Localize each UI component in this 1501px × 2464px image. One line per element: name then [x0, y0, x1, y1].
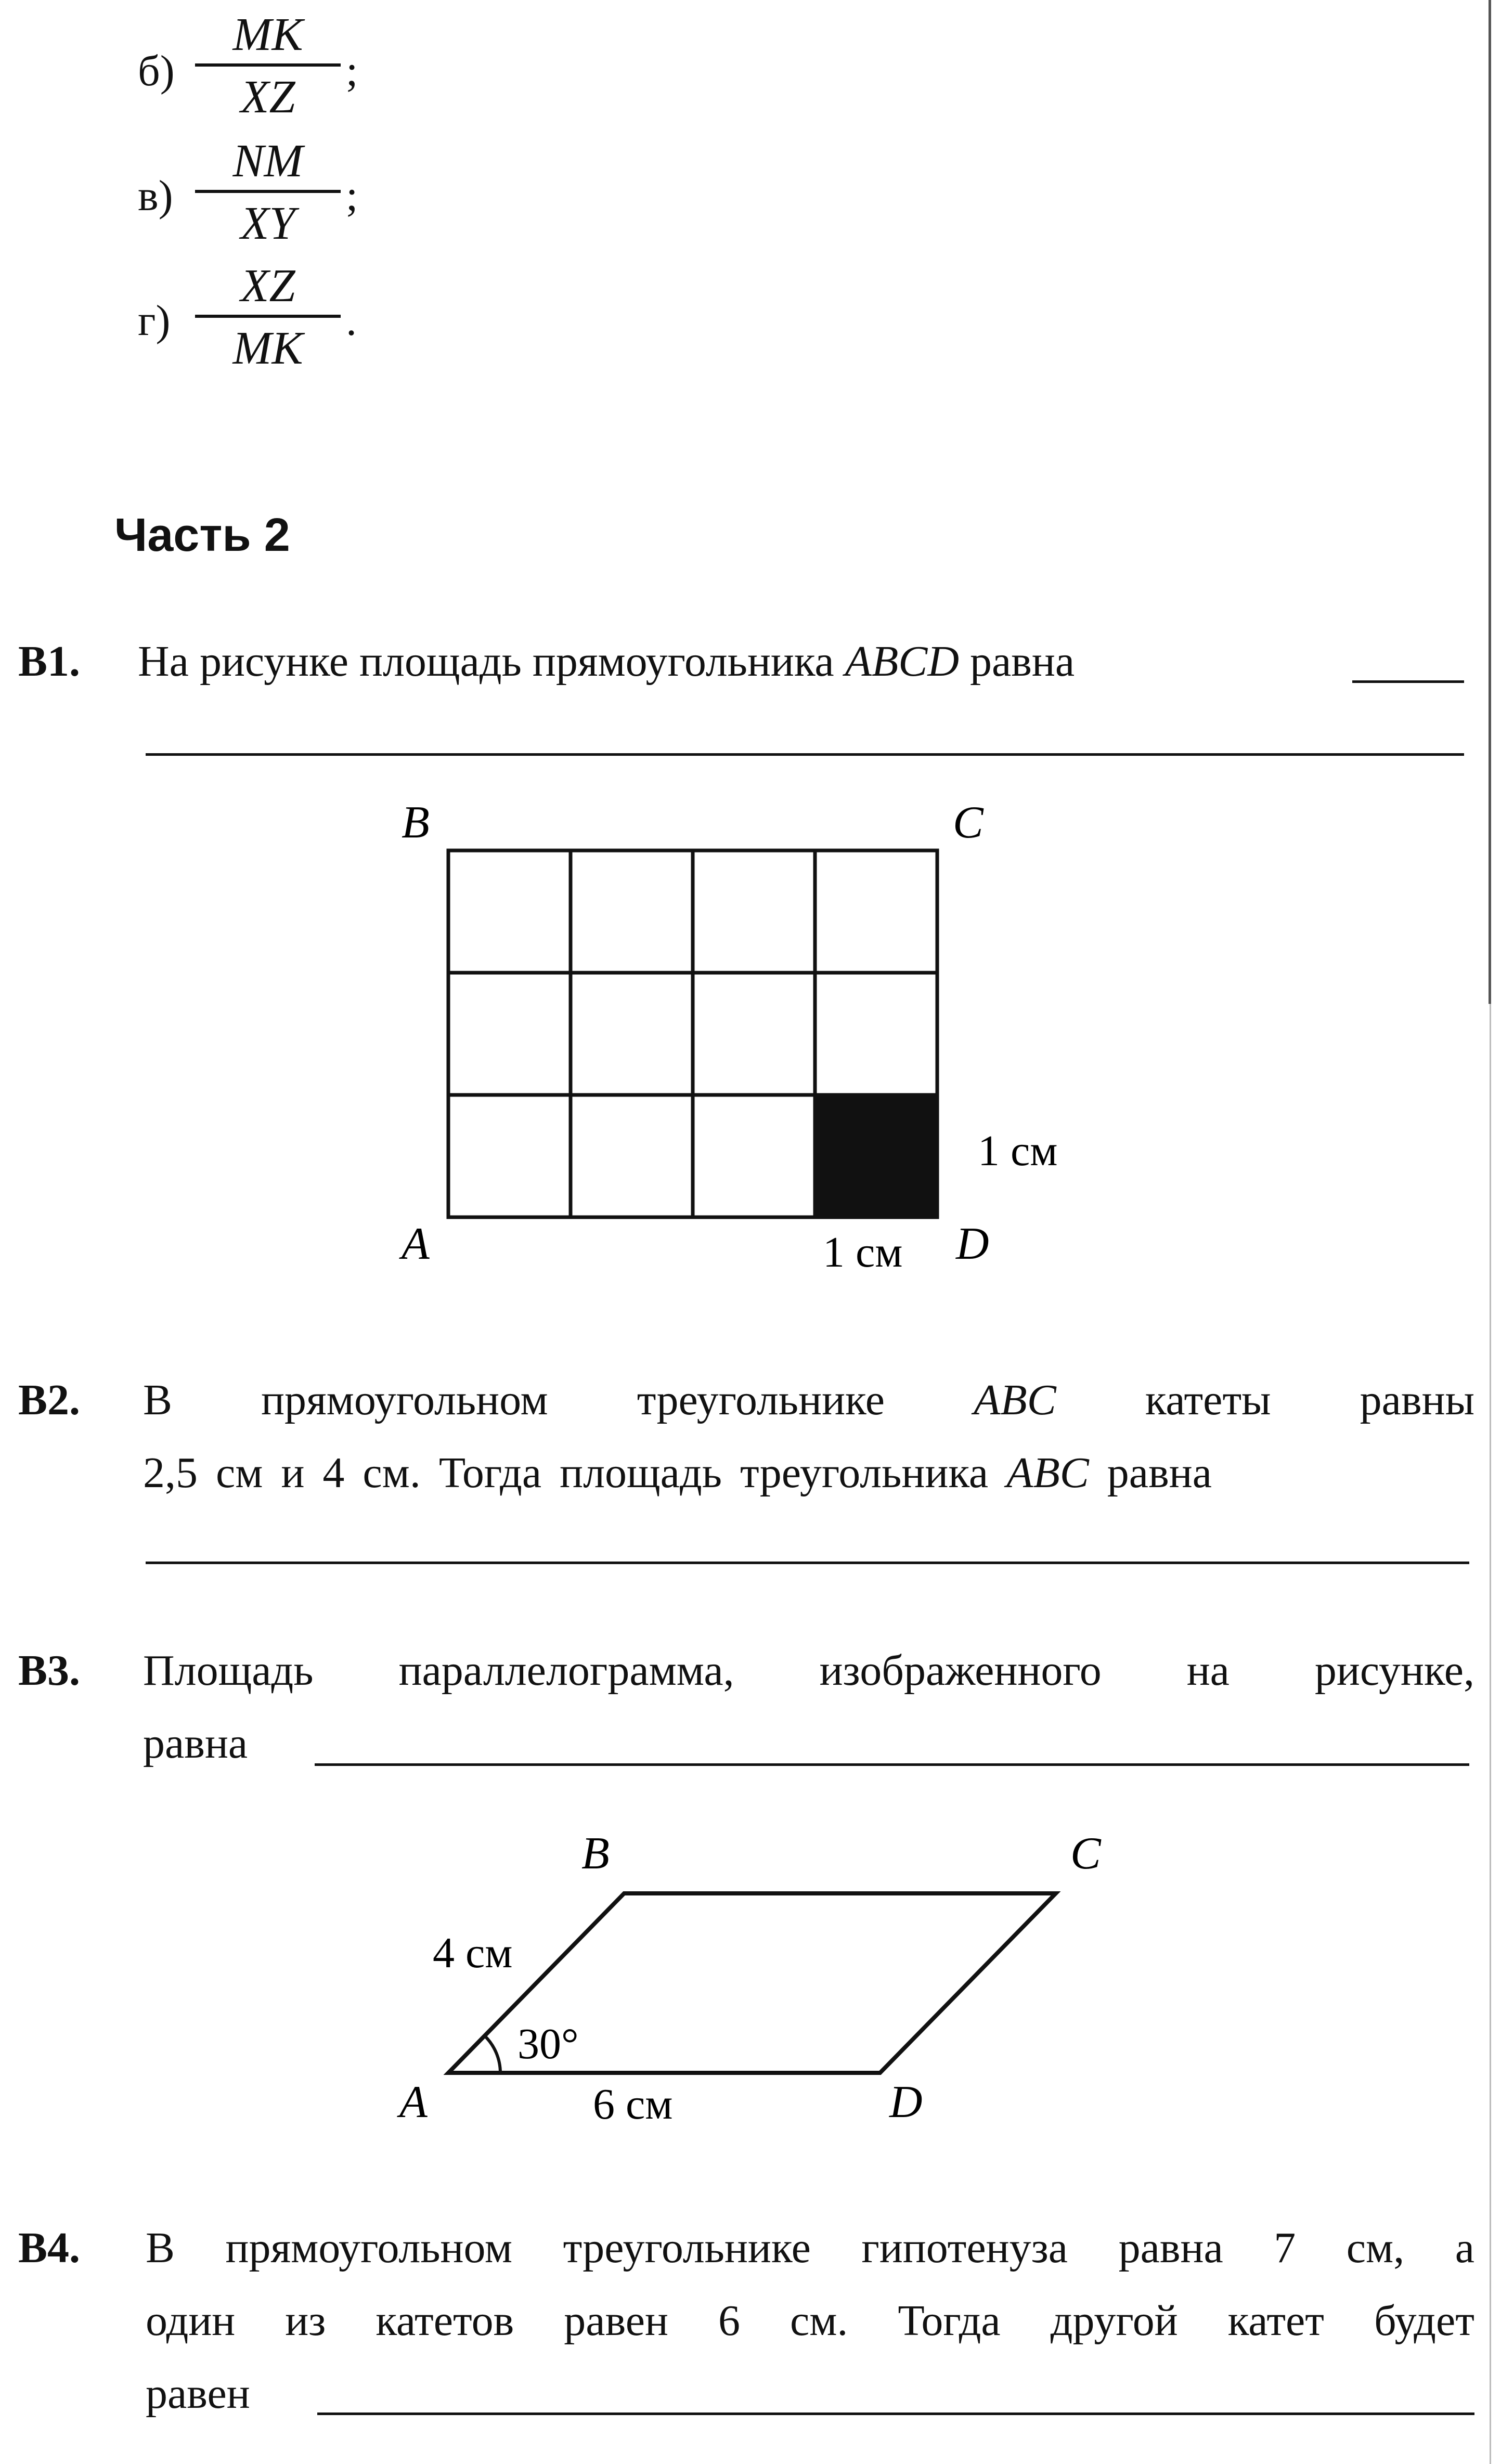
- task-text-part: равна: [1089, 1449, 1212, 1497]
- side-length-label-ab: 4 см: [433, 1929, 513, 1977]
- vertex-label-d: D: [889, 2077, 923, 2127]
- task-text-b4-line2: один из катетов равен 6 см. Тогда другой катет будет: [146, 2297, 1474, 2345]
- page-margin-line: [1489, 0, 1491, 1004]
- task-word: треугольнике: [637, 1376, 885, 1424]
- section-title: Часть 2: [114, 509, 290, 561]
- task-text-part: На рисунке площадь прямоугольника: [138, 637, 845, 686]
- task-word: В: [143, 1376, 173, 1424]
- task-text-b4-line1: В прямоугольном треугольнике гипотенуза равна 7 см, а: [146, 2224, 1474, 2272]
- parallelogram-figure: [364, 1810, 1144, 2153]
- unit-square: [815, 1095, 937, 1217]
- answer-line-b1-short: [1352, 680, 1464, 683]
- task-text-part: 2,5 см и 4 см. Тогда площадь треугольника: [143, 1449, 1007, 1497]
- rectangle-grid-figure: [364, 791, 1118, 1300]
- page-margin-line-lower: [1490, 1004, 1491, 2464]
- answer-line-b4: [317, 2413, 1474, 2415]
- answer-line-b2: [146, 1562, 1469, 1564]
- task-label-b2: В2.: [18, 1376, 81, 1424]
- task-text-b4-line3: равен: [146, 2369, 250, 2418]
- task-variable: ABC: [1006, 1449, 1089, 1497]
- fraction-bar: [195, 63, 341, 67]
- option-punct: .: [346, 296, 357, 345]
- answer-line-b3: [315, 1763, 1469, 1766]
- fraction-bar: [195, 190, 341, 193]
- task-variable: ABC: [974, 1376, 1056, 1424]
- task-word: равны: [1360, 1376, 1475, 1424]
- task-text-b2-line2: [143, 1451, 1212, 1495]
- denominator: XZ: [240, 71, 295, 123]
- side-length-label-ad: 6 см: [593, 2080, 673, 2128]
- vertex-label-d: D: [956, 1219, 989, 1269]
- task-text-part: равна: [959, 637, 1075, 686]
- option-marker: в): [138, 172, 173, 220]
- task-text-b2-line1: [143, 1378, 1474, 1422]
- option-marker: б): [138, 47, 175, 95]
- angle-arc: [485, 2036, 500, 2073]
- angle-label: 30°: [517, 2020, 579, 2068]
- denominator: MK: [232, 322, 303, 374]
- task-label-b1: В1.: [18, 637, 81, 686]
- task-word: прямоугольном: [261, 1376, 548, 1424]
- vertex-label-c: C: [1070, 1828, 1101, 1879]
- task-label-b3: В3.: [18, 1646, 81, 1695]
- denominator: XY: [240, 198, 295, 249]
- numerator: NM: [232, 135, 303, 187]
- option-punct: ;: [346, 47, 358, 95]
- side-length-label: 1 см: [978, 1127, 1058, 1175]
- numerator: MK: [232, 9, 303, 60]
- task-text-b3-line1: Площадь параллелограмма, изображенного на рисунке,: [143, 1646, 1474, 1695]
- task-variable: ABCD: [845, 637, 959, 686]
- option-marker: г): [138, 296, 171, 345]
- vertex-label-a: A: [402, 1219, 430, 1269]
- vertex-label-a: A: [399, 2077, 428, 2127]
- numerator: XZ: [240, 260, 295, 312]
- fraction: [195, 11, 341, 121]
- answer-line-b1: [146, 753, 1464, 756]
- option-punct: ;: [346, 172, 358, 220]
- vertex-label-b: B: [581, 1828, 610, 1879]
- task-text-b3-line2: равна: [143, 1719, 248, 1768]
- vertex-label-b: B: [402, 797, 430, 848]
- vertex-label-c: C: [953, 797, 984, 848]
- fraction: [195, 260, 341, 374]
- task-label-b4: В4.: [18, 2224, 81, 2272]
- fraction-bar: [195, 315, 341, 318]
- bottom-length-label: 1 см: [823, 1228, 903, 1276]
- task-text-b1: [138, 637, 1075, 686]
- fraction: [195, 135, 341, 249]
- task-word: катеты: [1145, 1376, 1271, 1424]
